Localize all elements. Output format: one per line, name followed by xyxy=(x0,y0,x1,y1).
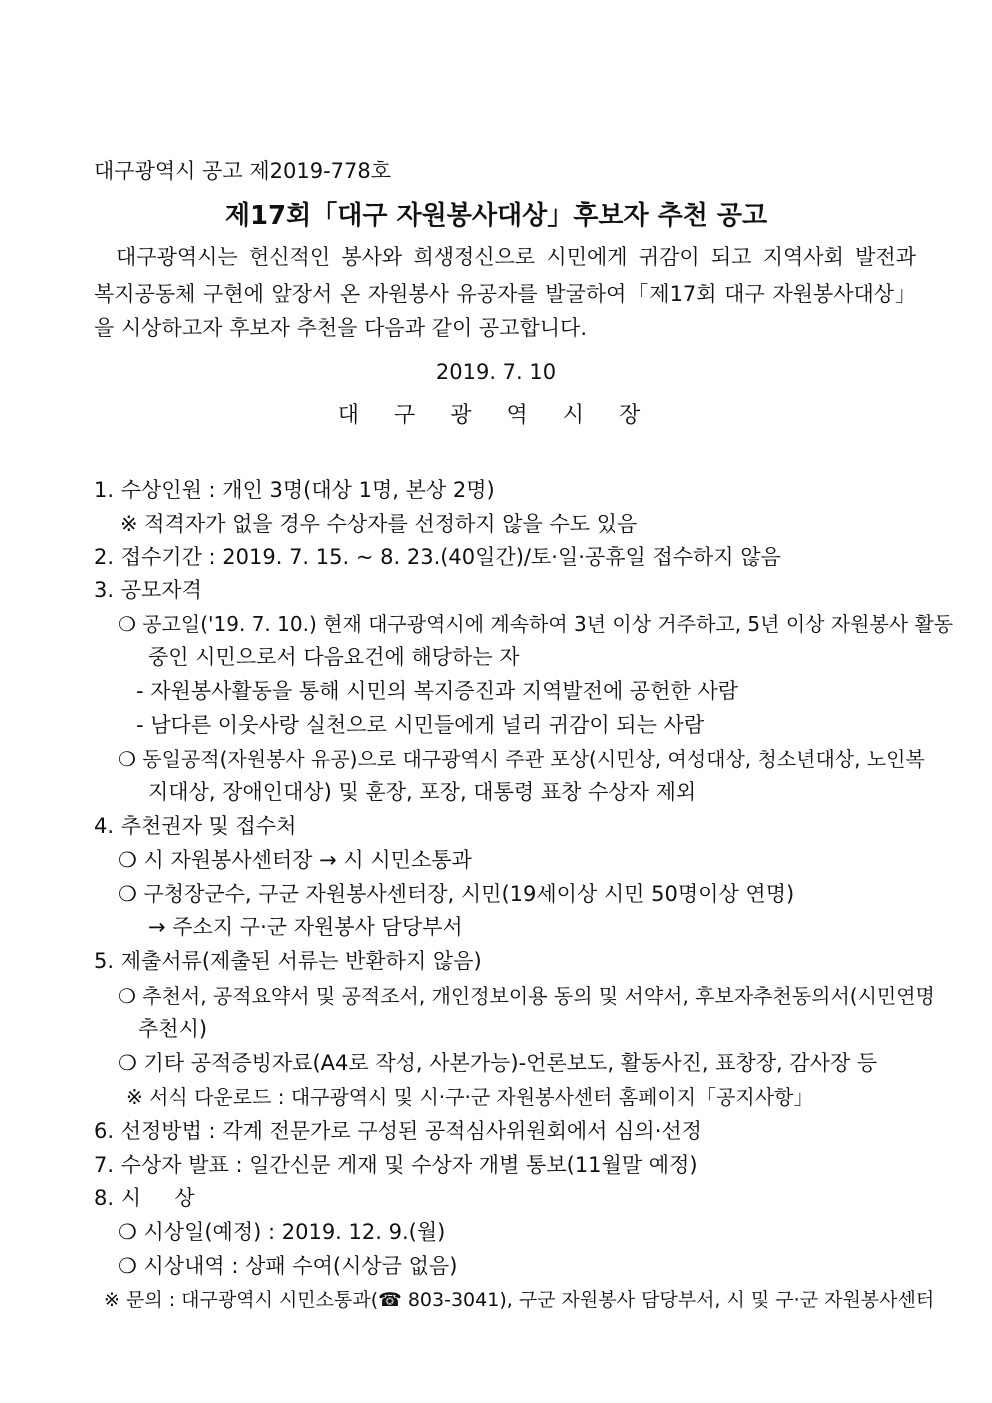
item-2-period: 2. 접수기간 : 2019. 7. 15. ~ 8. 23.(40일간)/토·일·공휴일 접수하지 않음 xyxy=(94,545,781,569)
intro-line-3: 을 시상하고자 후보자 추천을 다음과 같이 공고합니다. xyxy=(94,316,588,340)
item-3-sub-2: - 남다른 이웃사랑 실천으로 시민들에게 널리 귀감이 되는 사람 xyxy=(136,713,705,737)
issuer: 대 구 광 역 시 장 xyxy=(337,403,655,428)
intro-line-2: 복지공동체 구현에 앞장서 온 자원봉사 유공자를 발굴하여「제17회 대구 자원봉사대상」 xyxy=(94,282,916,306)
item-4-bullet-1: ❍ 시 자원봉사센터장 → 시 시민소통과 xyxy=(118,848,472,872)
contact-note: ※ 문의 : 대구광역시 시민소통과(☎ 803-3041), 구군 자원봉사 담당부서, 시 및 구·군 자원봉사센터 xyxy=(104,1289,935,1311)
item-1-note: ※ 적격자가 없을 경우 수상자를 선정하지 않을 수도 있음 xyxy=(120,512,638,536)
notice-number: 대구광역시 공고 제2019-778호 xyxy=(94,159,392,183)
page-title: 제17회「대구 자원봉사대상」후보자 추천 공고 xyxy=(224,201,768,231)
item-5-bullet-1: ❍ 추천서, 공적요약서 및 공적조서, 개인정보이용 동의 및 서약서, 후보자추천동의서(시민연명 xyxy=(118,984,935,1008)
item-4-heading: 4. 추천권자 및 접수처 xyxy=(94,814,297,838)
item-4-bullet-2-cont: → 주소지 구·군 자원봉사 담당부서 xyxy=(148,915,463,939)
item-3-bullet-2: ❍ 동일공적(자원봉사 유공)으로 대구광역시 주관 포상(시민상, 여성대상, 청소년대상, 노인복 xyxy=(118,747,925,771)
item-7-announcement: 7. 수상자 발표 : 일간신문 게재 및 수상자 개별 통보(11월말 예정) xyxy=(94,1153,698,1177)
item-4-bullet-2: ❍ 구청장군수, 구군 자원봉사센터장, 시민(19세이상 시민 50명이상 연명) xyxy=(118,882,795,906)
notice-date: 2019. 7. 10 xyxy=(435,360,557,384)
item-6-selection: 6. 선정방법 : 각계 전문가로 구성된 공적심사위원회에서 심의·선정 xyxy=(94,1119,702,1143)
item-8-bullet-1: ❍ 시상일(예정) : 2019. 12. 9.(월) xyxy=(118,1220,446,1244)
item-8-bullet-2: ❍ 시상내역 : 상패 수여(시상금 없음) xyxy=(118,1254,458,1278)
item-3-bullet-2-cont: 지대상, 장애인대상) 및 훈장, 포장, 대통령 표창 수상자 제외 xyxy=(148,780,697,804)
item-3-bullet-1-cont: 중인 시민으로서 다음요건에 해당하는 자 xyxy=(148,645,520,669)
intro-line-1: 대구광역시는 헌신적인 봉사와 희생정신으로 시민에게 귀감이 되고 지역사회 발전과 xyxy=(116,245,916,269)
item-5-note: ※ 서식 다운로드 : 대구광역시 및 시·구·군 자원봉사센터 홈페이지「공지사항」 xyxy=(126,1085,814,1109)
item-3-heading: 3. 공모자격 xyxy=(94,578,202,602)
item-8-heading: 8. 시 상 xyxy=(94,1186,195,1210)
item-5-bullet-2: ❍ 기타 공적증빙자료(A4로 작성, 사본가능)-언론보도, 활동사진, 표창장, 감사장 등 xyxy=(118,1051,878,1075)
item-1-award-count: 1. 수상인원 : 개인 3명(대상 1명, 본상 2명) xyxy=(94,478,495,502)
item-3-sub-1: - 자원봉사활동을 통해 시민의 복지증진과 지역발전에 공헌한 사람 xyxy=(136,679,739,703)
item-3-bullet-1: ❍ 공고일('19. 7. 10.) 현재 대구광역시에 계속하여 3년 이상 거주하고, 5년 이상 자원봉사 활동 xyxy=(118,612,954,636)
item-5-heading: 5. 제출서류(제출된 서류는 반환하지 않음) xyxy=(94,949,482,973)
item-5-bullet-1-cont: 추천시) xyxy=(138,1017,208,1041)
